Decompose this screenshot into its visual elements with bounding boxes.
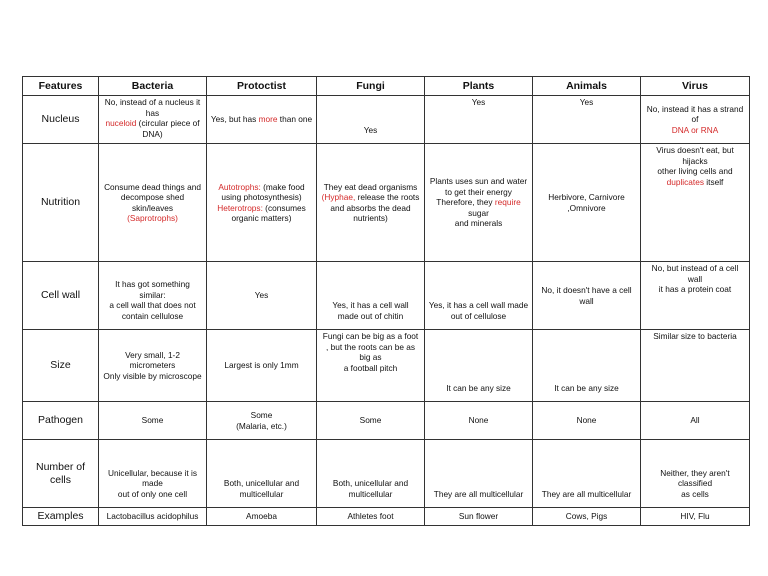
column-header-plants: Plants — [425, 77, 533, 96]
cell-text: Yes, it has a cell wall made out of cellulose — [428, 300, 529, 321]
table-cell-fungi — [317, 440, 425, 508]
feature-label: Pathogen — [23, 402, 99, 440]
table-cell-protoctist — [207, 508, 317, 526]
cell-text: Virus doesn't eat, but hijacks other living cells and — [656, 145, 734, 176]
table-cell-bacteria — [99, 96, 207, 144]
highlighted-term: require — [494, 197, 521, 208]
table-cell-bacteria — [99, 262, 207, 330]
cell-text: Amoeba — [246, 511, 277, 522]
table-cell-bacteria — [99, 144, 207, 262]
cell-text: Consume dead things and decompose shed skin/leaves — [104, 181, 201, 213]
feature-label: Size — [23, 330, 99, 402]
column-header-features: Features — [23, 77, 99, 96]
table-row — [23, 96, 750, 144]
column-header-fungi: Fungi — [317, 77, 425, 96]
column-header-protoctist: Protoctist — [207, 77, 317, 96]
table-cell-fungi — [317, 96, 425, 144]
cell-text: It has got something similar: a cell wall that does not contain cellulose — [109, 279, 196, 321]
table-cell-animals — [533, 330, 641, 402]
cell-text: Plants uses sun and water to get their energy Therefore, they — [429, 176, 528, 208]
cell-text: They are all multicellular — [433, 488, 524, 499]
table-cell-protoctist — [207, 96, 317, 144]
cell-text: Lactobacillus acidophilus — [106, 511, 199, 522]
table-cell-protoctist — [207, 330, 317, 402]
table-cell-protoctist — [207, 144, 317, 262]
table-cell-plants — [425, 96, 533, 144]
feature-label: Number of cells — [23, 440, 99, 508]
table-row — [23, 262, 750, 330]
comparison-table — [22, 76, 750, 526]
cell-text: sugar and minerals — [454, 207, 503, 229]
table-cell-plants — [425, 508, 533, 526]
highlighted-term: (Hyphae, — [321, 192, 356, 202]
table-cell-plants — [425, 262, 533, 330]
cell-text: Neither, they aren't classified as cells — [660, 467, 730, 499]
cell-text: None — [576, 415, 597, 426]
table-row — [23, 144, 750, 262]
cell-text: Fungi can be big as a foot , but the roots can be as big as a football pitch — [322, 331, 419, 373]
cell-text: than one — [277, 114, 313, 125]
cell-text: Unicellular, because it is made out of only one cell — [107, 467, 197, 499]
table-cell-fungi — [317, 144, 425, 262]
cell-text: Some — [359, 415, 382, 426]
cell-text: Cows, Pigs — [565, 511, 608, 522]
cell-text: Yes — [363, 124, 378, 135]
table-cell-virus — [641, 96, 750, 144]
table-cell-animals — [533, 262, 641, 330]
table-cell-plants — [425, 330, 533, 402]
cell-text: It can be any size — [554, 382, 619, 393]
table-cell-protoctist — [207, 262, 317, 330]
column-header-animals: Animals — [533, 77, 641, 96]
cell-text: Yes — [579, 97, 594, 107]
cell-text: None — [468, 415, 489, 426]
cell-text: (consumes organic matters) — [231, 202, 306, 223]
cell-text: Both, unicellular and multicellular — [223, 478, 300, 499]
cell-text: Similar size to bacteria — [653, 331, 737, 341]
highlighted-term: Autotrophs: — [218, 181, 261, 192]
table-cell-animals — [533, 144, 641, 262]
cell-text: (circular piece of DNA) — [138, 118, 200, 139]
cell-text: Herbivore, Carnivore ,Omnivore — [548, 192, 625, 213]
cell-text: All — [690, 415, 700, 426]
table-cell-bacteria — [99, 402, 207, 440]
table-cell-animals — [533, 402, 641, 440]
table-cell-virus — [641, 402, 750, 440]
cell-text: No, instead it has a strand of — [646, 103, 744, 124]
cell-text: Both, unicellular and multicellular — [332, 478, 409, 499]
table-cell-plants — [425, 440, 533, 508]
feature-label: Nucleus — [23, 96, 99, 144]
highlighted-term: nuceloid — [105, 118, 137, 128]
table-cell-virus — [641, 330, 750, 402]
cell-text: Very small, 1-2 micrometers Only visible by microscope — [103, 349, 202, 381]
cell-text: No, it doesn't have a cell wall — [541, 285, 632, 306]
cell-text: Largest is only 1mm — [224, 360, 299, 371]
table-cell-fungi — [317, 330, 425, 402]
table-cell-fungi — [317, 402, 425, 440]
table-row — [23, 402, 750, 440]
cell-text: They are all multicellular — [541, 488, 632, 499]
cell-text: Sun flower — [458, 511, 499, 522]
table-row — [23, 440, 750, 508]
table-cell-protoctist — [207, 440, 317, 508]
highlighted-term: DNA or RNA — [671, 124, 719, 135]
cell-text: It can be any size — [446, 382, 511, 393]
table-row — [23, 508, 750, 526]
cell-text: Some (Malaria, etc.) — [236, 410, 287, 431]
table-cell-fungi — [317, 508, 425, 526]
cell-text: Yes — [254, 290, 269, 301]
table-cell-virus — [641, 262, 750, 330]
table-cell-animals — [533, 508, 641, 526]
cell-text: Athletes foot — [347, 511, 394, 522]
column-header-bacteria: Bacteria — [99, 77, 207, 96]
feature-label: Examples — [23, 508, 99, 526]
table-row — [23, 330, 750, 402]
highlighted-term: Heterotrops: — [217, 202, 263, 213]
table-cell-bacteria — [99, 508, 207, 526]
cell-text: Yes — [471, 97, 486, 107]
column-header-virus: Virus — [641, 77, 750, 96]
highlighted-term: (Saprotrophs) — [127, 213, 178, 223]
cell-text: Yes, but has — [210, 114, 259, 125]
cell-text: No, instead of a nucleus it has — [104, 97, 201, 118]
table-cell-animals — [533, 440, 641, 508]
table-cell-animals — [533, 96, 641, 144]
cell-text: They eat dead organisms — [323, 181, 418, 192]
cell-text: No, but instead of a cell wall it has a protein coat — [651, 263, 739, 294]
table-cell-bacteria — [99, 330, 207, 402]
cell-text: itself — [704, 176, 724, 187]
table-cell-virus — [641, 144, 750, 262]
feature-label: Cell wall — [23, 262, 99, 330]
table-cell-plants — [425, 144, 533, 262]
table-cell-plants — [425, 402, 533, 440]
table-cell-fungi — [317, 262, 425, 330]
header-row — [23, 77, 750, 96]
feature-label: Nutrition — [23, 144, 99, 262]
table-cell-virus — [641, 440, 750, 508]
cell-text: Some — [141, 415, 164, 426]
cell-text: release the roots and absorbs the dead nutrients) — [330, 192, 420, 223]
table-cell-virus — [641, 508, 750, 526]
cell-text: HIV, Flu — [680, 511, 710, 522]
cell-text: Yes, it has a cell wall made out of chitin — [332, 300, 409, 321]
highlighted-term: duplicates — [666, 176, 704, 187]
cell-text: (make food using photosynthesis) — [221, 181, 305, 202]
table-cell-bacteria — [99, 440, 207, 508]
table-cell-protoctist — [207, 402, 317, 440]
highlighted-term: more — [258, 114, 278, 125]
